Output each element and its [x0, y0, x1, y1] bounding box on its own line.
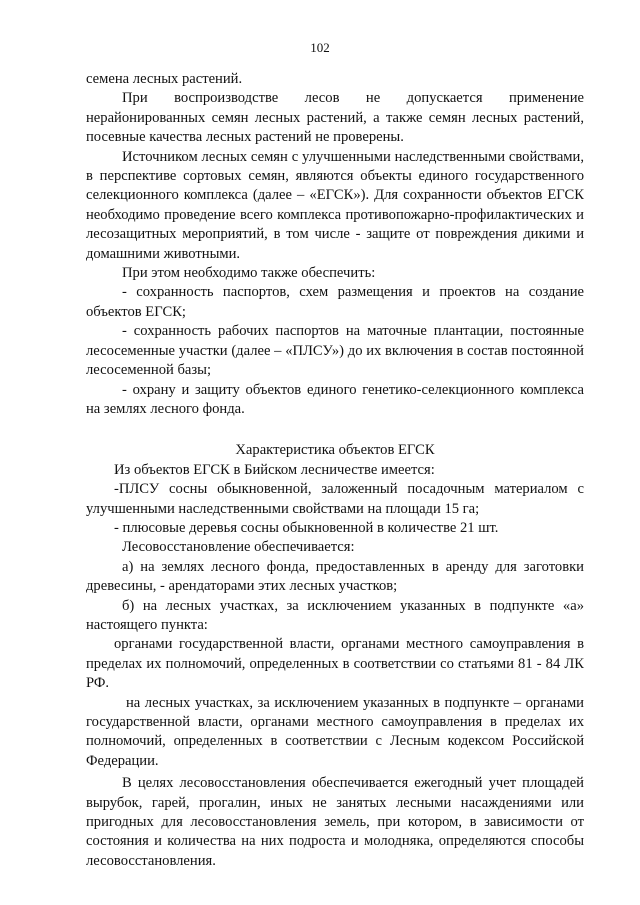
list-item: - плюсовые деревья сосны обыкновенной в количестве 21 шт. — [114, 519, 499, 536]
paragraph: на лесных участках, за исключением указанных в подпункте – органами государственной власти, органами местного самоуправления в пределах их полномочий, определенных в соответствии с Лесным кодексом Российской Федерации. — [86, 694, 584, 769]
paragraph: Лесовосстановление обеспечивается: — [122, 539, 355, 556]
list-item: - охрану и защиту объектов единого генетико-селекционного комплекса на землях лесного фонда. — [86, 381, 584, 417]
document-body — [86, 70, 584, 871]
list-item: -ПЛСУ сосны обыкновенной, заложенный посадочным материалом с улучшенными наследственными свойствами на площади 15 га; — [86, 481, 584, 517]
list-item: - сохранность паспортов, схем размещения и проектов на создание объектов ЕГСК; — [86, 284, 584, 320]
page-number: 102 — [310, 40, 330, 55]
paragraph: В целях лесовосстановления обеспечивается ежегодный учет площадей вырубок, гарей, прогалин, иных не занятых лесными насаждениями или пригодных для лесовосстановления земель, при котором, в зависимости от состояния и количества на них подроста и молодняка, определяются способы лесовосстановления. — [86, 775, 584, 869]
list-item: - сохранность рабочих паспортов на маточные плантации, постоянные лесосеменные участки (далее – «ПЛСУ») до их включения в состав постоянной лесосеменной базы; — [86, 323, 584, 379]
section-heading: Характеристика объектов ЕГСК — [235, 442, 435, 459]
paragraph: Источником лесных семян с улучшенными наследственными свойствами, в перспективе сортовых семян, являются объекты единого государственного селекционного комплекса (далее – «ЕГСК»). Для сохранности объектов ЕГСК необходимо проведение всего комплекса противопожарно-профилактических и лесозащитных мероприятий, в том числе - защите от повреждения дикими и домашними животными. — [86, 148, 584, 262]
paragraph: Из объектов ЕГСК в Бийском лесничестве имеется: — [114, 461, 435, 478]
paragraph: При воспроизводстве лесов не допускается применение нерайонированных семян лесных растений, а также семян лесных растений, посевные качества лесных растений не проверены. — [86, 90, 584, 146]
paragraph: органами государственной власти, органами местного самоуправления в пределах их полномочий, определенных в соответствии со статьями 81 - 84 ЛК РФ. — [86, 636, 584, 692]
list-item: б) на лесных участках, за исключением указанных в подпункте «а» настоящего пункта: — [86, 597, 584, 633]
paragraph: При этом необходимо также обеспечить: — [122, 265, 376, 282]
paragraph: семена лесных растений. — [86, 71, 243, 87]
list-item: а) на землях лесного фонда, предоставленных в аренду для заготовки древесины, - арендаторами этих лесных участков; — [86, 558, 584, 595]
